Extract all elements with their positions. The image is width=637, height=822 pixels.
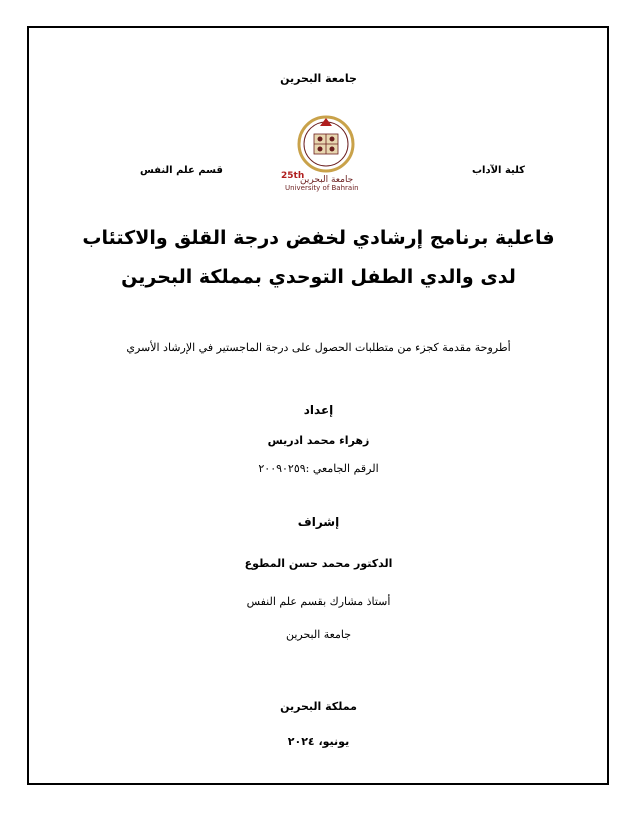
country-name: مملكة البحرين [280,700,357,713]
supervisor-name: الدكتور محمد حسن المطوع [244,557,393,570]
author-name: زهراء محمد ادريس [267,434,370,447]
department-name: قسم علم النفس [140,165,223,176]
submission-date: يونيو، ٢٠٢٤ [287,735,350,748]
university-name: جامعة البحرين [280,72,357,85]
logo-name-arabic: جامعة البحرين [300,175,354,185]
logo-name-english: University of Bahrain [285,184,359,192]
thesis-title-line-1: فاعلية برنامج إرشادي لخفض درجة القلق والاكتئاب [82,227,555,249]
supervisor-title: أستاذ مشارك بقسم علم النفس [246,595,391,608]
student-number: الرقم الجامعي :٢٠٠٩٠٢٥٩ [258,462,379,475]
thesis-subtitle: أطروحة مقدمة كجزء من متطلبات الحصول على درجة الماجستير في الإرشاد الأسري [126,341,511,354]
supervision-heading: إشراف [297,515,340,529]
prepared-by-heading: إعداد [303,403,334,417]
college-name: كلية الآداب [471,165,525,176]
supervisor-university: جامعة البحرين [285,628,352,641]
logo-anniversary: 25th [281,171,305,181]
thesis-title-line-2: لدى والدي الطفل التوحدي بمملكة البحرين [121,266,516,288]
